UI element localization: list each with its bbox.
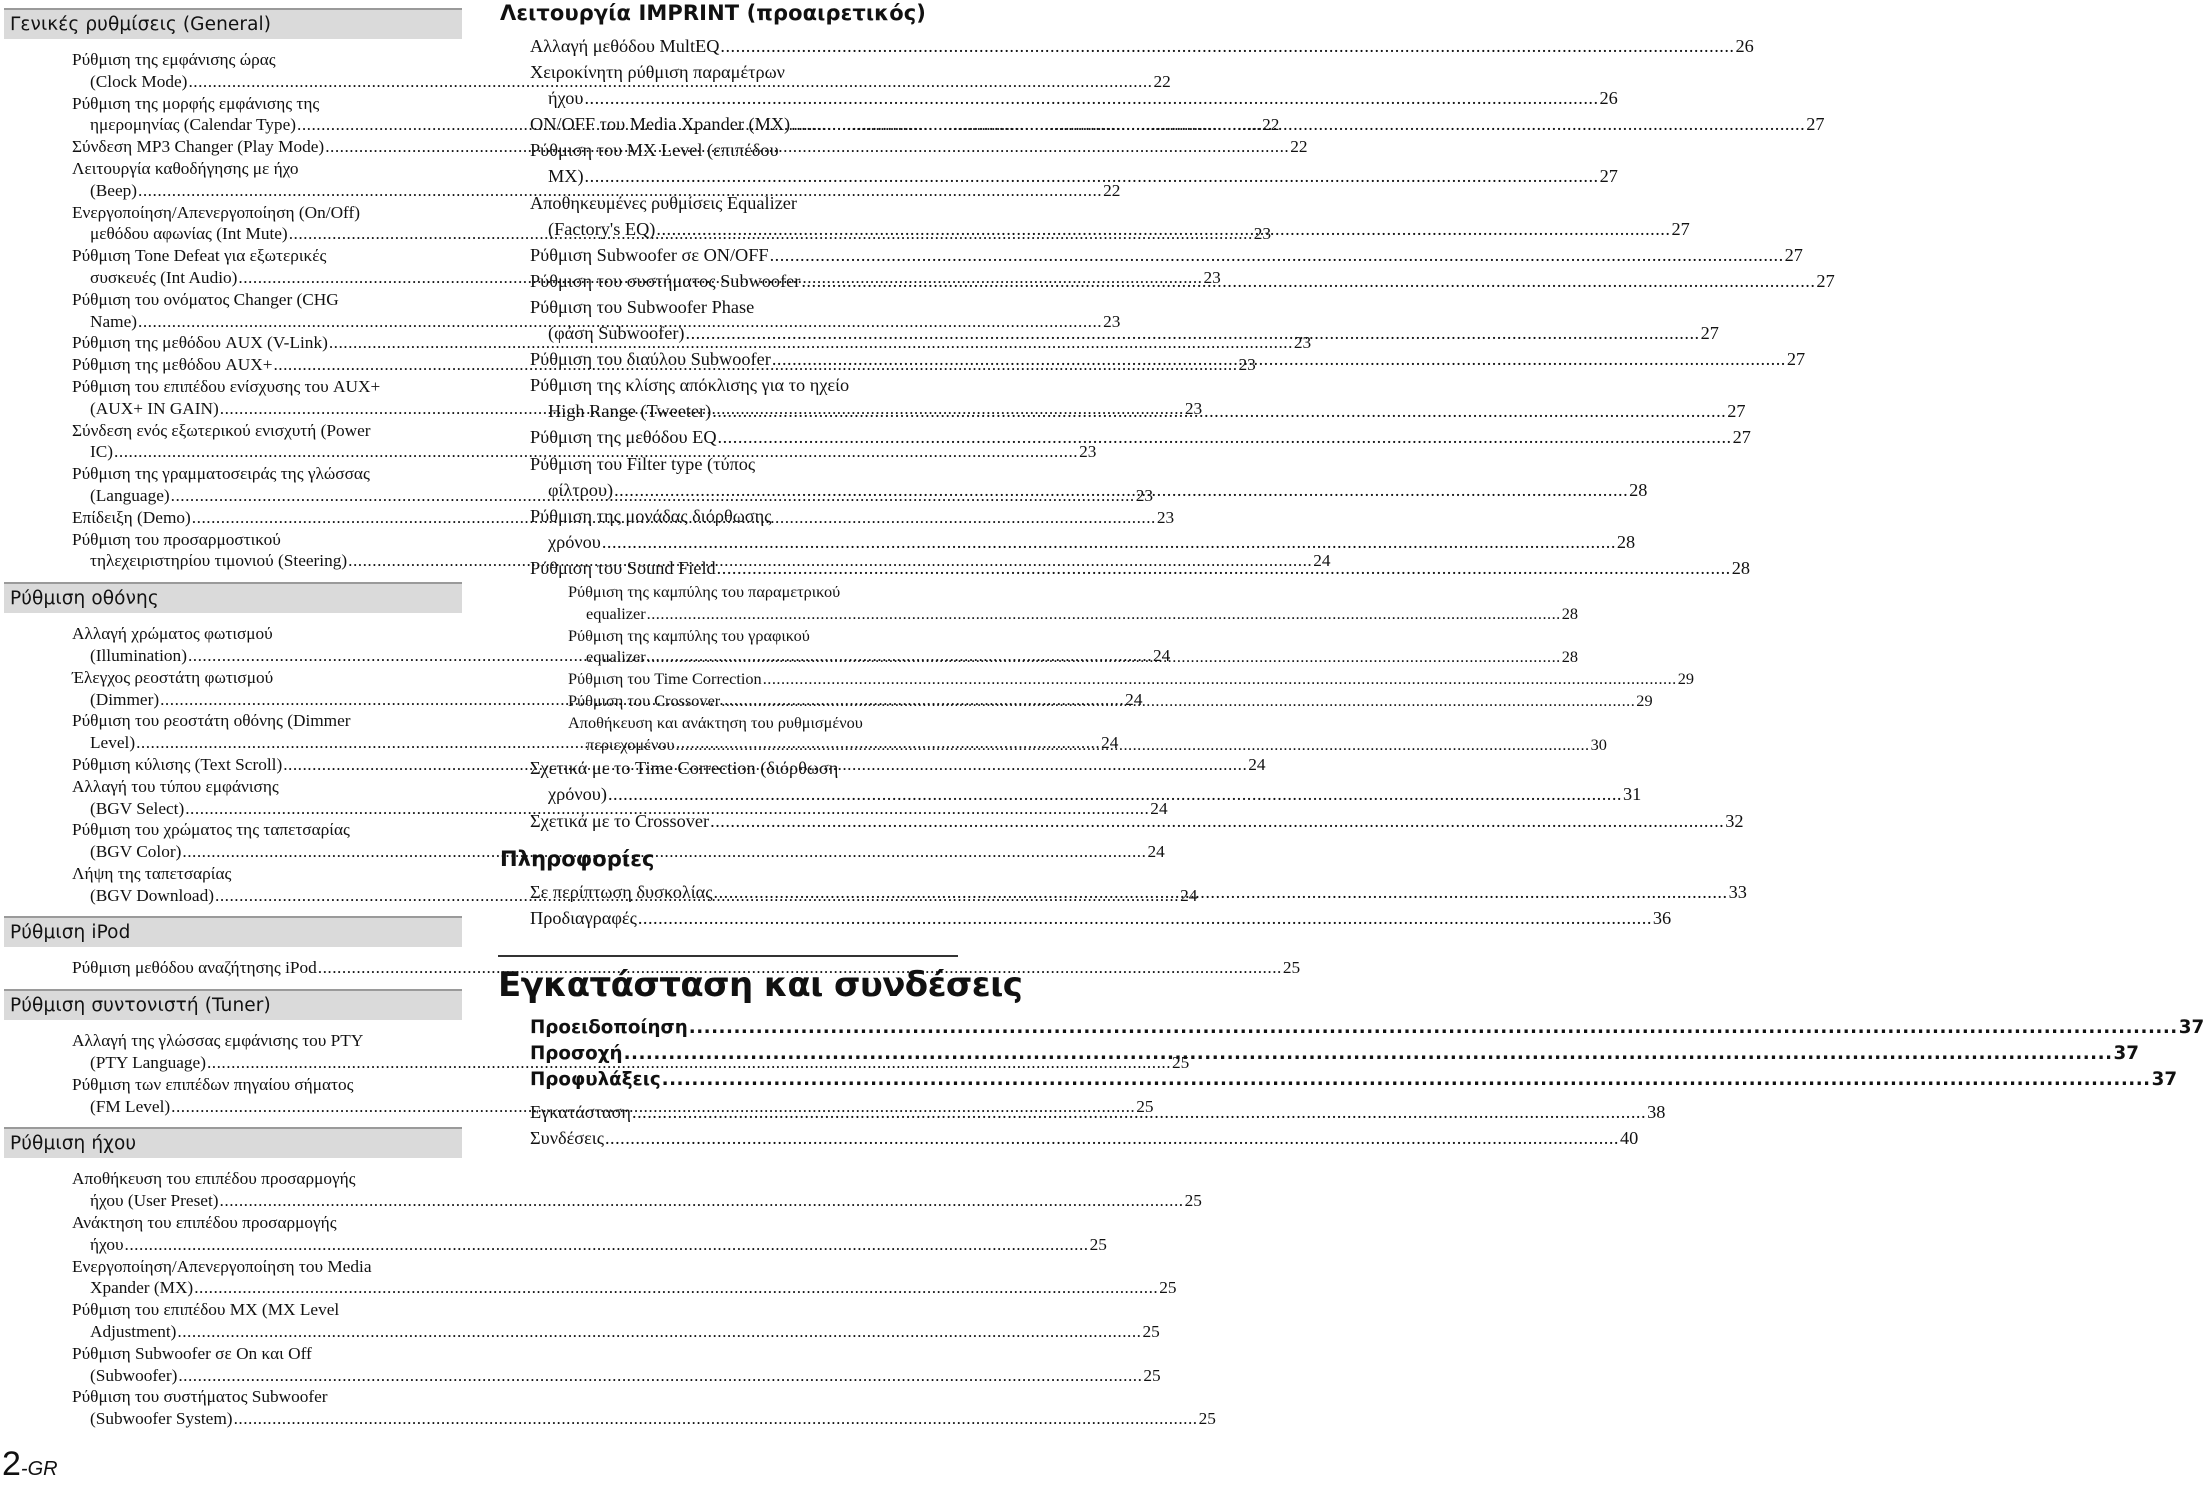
toc-entry[interactable] (498, 424, 1751, 450)
toc-page-number: 27 (1732, 427, 1751, 448)
toc-entry[interactable] (4, 1212, 1107, 1256)
dot-leader (194, 1277, 1158, 1299)
toc-entry-text: (Dimmer) (90, 689, 160, 709)
toc-page-number: 23 (1135, 485, 1153, 505)
toc-list (4, 1168, 1216, 1430)
toc-page-number: 32 (1725, 810, 1744, 831)
toc-page-number: 24 (1125, 689, 1143, 709)
toc-page-number: 24 (1313, 551, 1331, 571)
toc-entry-text: Αποθήκευση του επιπέδου προσαρμογής (72, 1169, 356, 1189)
toc-page-number: 23 (1203, 267, 1221, 287)
toc-entry-text: (Subwoofer System) (90, 1409, 233, 1429)
toc-entry-text: (Subwoofer) (90, 1365, 178, 1385)
toc-entry-text: Ρύθμιση κύλισης (Text Scroll) (72, 754, 283, 774)
toc-entry-text: Ρύθμιση του Time Correction (568, 669, 762, 689)
toc-entry-text: MX) (548, 166, 584, 187)
toc-entry-text: Ρύθμιση μεθόδου αναζήτησης iPod (72, 958, 317, 978)
toc-entry-text: ήχου (548, 88, 584, 109)
toc-entry-text: Ρύθμιση του διαύλου Subwoofer (530, 349, 771, 370)
toc-entry-text: Ρύθμιση της μεθόδου AUX (V-Link) (72, 333, 328, 353)
toc-entry[interactable] (498, 1015, 2204, 1041)
toc-entry[interactable] (498, 905, 1672, 931)
toc-entry-text: (PTY Language) (90, 1053, 206, 1073)
dot-leader (614, 477, 1628, 503)
toc-entry-text: Ρύθμιση του επιπέδου MX (MX Level (72, 1300, 340, 1320)
toc-entry-text: Αλλαγή χρώματος φωτισμού (72, 624, 273, 644)
toc-page-number: 27 (1700, 323, 1719, 344)
toc-page-number: 25 (1282, 958, 1301, 978)
toc-entry-text: Σχετικά με το Time Correction (διόρθωση (530, 758, 839, 779)
toc-page-number: 38 (1647, 1102, 1666, 1123)
toc-entry-text: (Illumination) (90, 645, 187, 665)
toc-page-number: 22 (1290, 137, 1308, 157)
toc-entry[interactable] (4, 957, 1301, 979)
dot-leader (686, 320, 1700, 346)
toc-page-number: 25 (1184, 1191, 1202, 1211)
toc-page-number: 24 (1150, 798, 1168, 818)
toc-entry-text: IC) (90, 442, 114, 462)
toc-entry-text: Ρύθμιση Subwoofer σε ON/OFF (530, 244, 769, 265)
dot-leader (178, 1365, 1142, 1387)
toc-page-number: 22 (1153, 71, 1171, 91)
toc-entry-text: (BGV Color) (90, 842, 182, 862)
toc-page-number: 27 (1786, 349, 1806, 370)
toc-page-number: 23 (1184, 398, 1203, 418)
toc-page-number: 37 (2113, 1042, 2139, 1064)
toc-entry-text: Level) (90, 733, 136, 753)
section-heading: Ρύθμιση ήχου (4, 1127, 462, 1158)
section-heading-info: Πληροφορίες (500, 846, 655, 871)
page-number-value: 2 (2, 1445, 21, 1483)
toc-entry-text: Ρύθμιση της γραμματοσειράς της γλώσσας (72, 464, 370, 484)
toc-entry-text: Ρύθμιση της μονάδας διόρθωσης (530, 505, 772, 526)
toc-entry-text: συσκευές (Int Audio) (90, 267, 238, 287)
toc-entry-text: Προφυλάξεις (530, 1069, 661, 1090)
toc-entry-text: (Factory's EQ) (548, 218, 656, 239)
dot-leader (647, 646, 1561, 668)
toc-entry-text: Προσοχή (530, 1042, 623, 1064)
toc-page-number: 28 (1731, 557, 1751, 578)
toc-entry-text: Ρύθμιση του συστήματος Subwoofer (530, 270, 801, 291)
toc-page-number: 28 (1561, 603, 1578, 623)
toc-entry-text: Ρύθμιση του Sound Field (530, 557, 716, 578)
toc-list (4, 957, 1301, 979)
toc-entry-text: Ρύθμιση της μεθόδου AUX+ (72, 355, 273, 375)
toc-page-number: 28 (1616, 531, 1636, 552)
toc-page-number: 27 (1784, 244, 1803, 265)
dot-leader (584, 85, 1598, 111)
toc-page-number: 29 (1677, 669, 1695, 689)
toc-page-number: 33 (1728, 881, 1747, 902)
toc-entry[interactable] (4, 1168, 1202, 1212)
toc-entry-text: Σύνδεση MP3 Changer (Play Mode) (72, 137, 325, 157)
toc-entry-text: Ρύθμιση Tone Defeat για εξωτερικές (72, 246, 327, 266)
toc-entry-text: (Beep) (90, 180, 138, 200)
toc-page-number: 25 (1143, 1365, 1161, 1385)
dot-leader (585, 163, 1599, 189)
dot-leader (770, 242, 1784, 268)
toc-entry-text: Εγκατάσταση (530, 1102, 631, 1123)
toc-entry-text: ON/OFF του Media Xpander (MX) (530, 114, 791, 135)
page-number-suffix: -GR (20, 1458, 58, 1480)
toc-entry[interactable] (498, 1067, 2178, 1093)
toc-entry-text: (φάση Subwoofer) (548, 323, 685, 344)
toc-page-number: 23 (1103, 311, 1121, 331)
toc-page-number: 23 (1293, 333, 1312, 353)
toc-entry[interactable] (498, 581, 1578, 625)
toc-page-number: 24 (1248, 754, 1266, 774)
toc-entry[interactable] (498, 242, 1803, 268)
toc-entry-text: Χειροκίνητη ρύθμιση παραμέτρων (530, 62, 785, 83)
dot-leader (220, 1190, 1184, 1212)
toc-entry[interactable] (498, 1125, 1639, 1151)
toc-entry-text: Λήψη της ταπετσαρίας (72, 863, 232, 883)
toc-entry[interactable] (4, 1386, 1216, 1430)
toc-page-number: 27 (1806, 114, 1825, 135)
dot-leader (712, 398, 1726, 424)
chapter-title-installation: Εγκατάσταση και συνδέσεις (498, 955, 958, 1005)
toc-entry-text: Ρύθμιση του συστήματος Subwoofer (72, 1387, 328, 1407)
toc-entry-text: Ρύθμιση Subwoofer σε On και Off (72, 1343, 312, 1363)
toc-entry[interactable] (4, 1343, 1161, 1387)
toc-entry-text: Αλλαγή του τύπου εμφάνισης (72, 776, 279, 796)
dot-leader (177, 1321, 1141, 1343)
dot-leader (676, 734, 1590, 756)
toc-entry-text: Λειτουργία καθοδήγησης με ήχο (72, 158, 299, 178)
dot-leader (772, 346, 1786, 372)
toc-entry-text: Ρύθμιση του ρεοστάτη οθόνης (Dimmer (72, 711, 351, 731)
toc-entry-text: Ρύθμιση της καμπύλης του γραφικού (568, 625, 810, 645)
toc-entry-text: Έλεγχος ρεοστάτη φωτισμού (72, 667, 274, 687)
toc-entry-text: (BGV Download) (90, 885, 214, 905)
toc-entry-text: Αποθήκευση και ανάκτηση του ρυθμισμένου (568, 712, 863, 732)
toc-entry-text: Name) (90, 311, 138, 331)
toc-entry-text: ήχου (90, 1234, 124, 1254)
toc-entry-text: Ρύθμιση του ονόματος Changer (CHG (72, 289, 339, 309)
toc-page-number: 28 (1561, 647, 1578, 667)
toc-entry-text: ημερομηνίας (Calendar Type) (90, 115, 296, 135)
toc-page-number: 25 (1089, 1234, 1107, 1254)
toc-entry-text: Επίδειξη (Demo) (72, 507, 191, 527)
section-heading: Γενικές ρυθμίσεις (General) (4, 8, 462, 39)
toc-entry-text: Αλλαγή της γλώσσας εμφάνισης του PTY (72, 1031, 364, 1051)
toc-entry-text: Ρύθμιση της μορφής εμφάνισης της (72, 93, 320, 113)
toc-page-number: 24 (1101, 733, 1119, 753)
dot-leader (801, 268, 1815, 294)
toc-entry-text: High Range (Tweeter) (548, 401, 712, 422)
dot-leader (720, 33, 1734, 59)
toc-page-number: 24 (1147, 842, 1165, 862)
dot-leader (125, 1234, 1089, 1256)
toc-entry-text: (Clock Mode) (90, 71, 188, 91)
toc-entry-text: Σχετικά με το Crossover (530, 810, 710, 831)
toc-entry-text: Ρύθμιση της καμπύλης του παραμετρικού (568, 581, 841, 601)
toc-entry-text: equalizer (586, 647, 646, 667)
toc-entry-text: περιεχομένου (586, 734, 675, 754)
dot-leader (608, 781, 1622, 807)
toc-page-number: 31 (1623, 784, 1642, 805)
toc-page-number: 22 (1262, 115, 1280, 135)
toc-entry-text: Adjustment) (90, 1322, 177, 1342)
section-heading: Ρύθμιση iPod (4, 916, 462, 947)
toc-entry-text: Ενεργοποίηση/Απενεργοποίηση (On/Off) (72, 202, 361, 222)
toc-page-number: 27 (1727, 401, 1746, 422)
toc-page-number: 37 (2178, 1016, 2204, 1038)
toc-page-number: 25 (1136, 1096, 1154, 1116)
dot-leader (718, 424, 1732, 450)
section-heading-imprint: Λειτουργία IMPRINT (προαιρετικός) (500, 1, 926, 25)
toc-entry-text: (BGV Select) (90, 798, 185, 818)
toc-entry-text: Ρύθμιση του προσαρμοστικού (72, 529, 281, 549)
toc-entry-text: τηλεχειριστηρίου τιμονιού (Steering) (90, 551, 348, 571)
toc-page-number: 25 (1172, 1053, 1190, 1073)
toc-entry[interactable] (498, 668, 1695, 690)
toc-entry-text: Σε περίπτωση δυσκολίας (530, 881, 713, 902)
toc-page-number: 23 (1238, 355, 1256, 375)
dot-leader (647, 603, 1561, 625)
toc-page-number: 23 (1079, 442, 1097, 462)
toc-page-number: 23 (1156, 507, 1175, 527)
dot-leader (763, 668, 1677, 690)
toc-page-number: 28 (1629, 479, 1648, 500)
toc-entry-text: Ρύθμιση του MX Level (επιπέδου (530, 140, 779, 161)
toc-entry-text: Αλλαγή μεθόδου MultEQ (530, 36, 720, 56)
toc-entry-text: Προδιαγραφές (530, 907, 637, 928)
toc-entry-text: (Language) (90, 485, 170, 505)
toc-entry-text: Προειδοποίηση (530, 1016, 688, 1038)
toc-entry-text: Ρύθμιση της κλίσης απόκλισης για το ηχείο (530, 375, 850, 396)
dot-leader (662, 1067, 2151, 1093)
dot-leader (624, 1041, 2113, 1067)
toc-page-number: 27 (1816, 270, 1835, 291)
toc-entry-text: Ρύθμιση του Crossover (568, 690, 721, 710)
toc-page-number: 36 (1652, 907, 1672, 928)
toc-entry-text: (AUX+ IN GAIN) (90, 398, 219, 418)
toc-entry-text: Ρύθμιση του Subwoofer Phase (530, 296, 755, 317)
toc-entry-text: Ρύθμιση των επιπέδων πηγαίου σήματος (72, 1074, 354, 1094)
toc-entry-text: Ρύθμιση της εμφάνισης ώρας (72, 50, 276, 69)
dot-leader (234, 1408, 1198, 1430)
toc-page-number: 23 (1253, 224, 1272, 244)
toc-entry-text: Ρύθμιση της μεθόδου EQ (530, 427, 717, 448)
page-number (2, 1444, 58, 1489)
toc-page-number: 27 (1599, 166, 1618, 187)
dot-leader (656, 216, 1670, 242)
toc-entry-text: Σύνδεση ενός εξωτερικού ενισχυτή (Power (72, 420, 371, 440)
toc-entry-text: Ρύθμιση του χρώματος της ταπετσαρίας (72, 820, 350, 840)
toc-entry-text: μεθόδου αφωνίας (Int Mute) (90, 224, 288, 244)
dot-leader (605, 1125, 1619, 1151)
toc-page-number: 29 (1636, 690, 1653, 710)
dot-leader (717, 555, 1731, 581)
dot-leader (689, 1015, 2178, 1041)
toc-page-number: 27 (1671, 218, 1690, 239)
dot-leader (632, 1099, 1646, 1125)
toc-page-number: 26 (1599, 88, 1618, 109)
dot-leader (602, 529, 1616, 555)
section-heading: Ρύθμιση συντονιστή (Tuner) (4, 989, 462, 1020)
toc-page-number: 26 (1735, 36, 1754, 56)
toc-entry[interactable] (4, 1256, 1177, 1300)
toc-entry[interactable] (498, 33, 1754, 59)
section-heading: Ρύθμιση οθόνης (4, 582, 462, 613)
toc-page-number: 37 (2151, 1069, 2178, 1090)
toc-entry-text: Ενεργοποίηση/Απενεργοποίηση του Media (72, 1256, 372, 1276)
dot-leader (710, 808, 1724, 834)
toc-entry-text: equalizer (586, 603, 646, 623)
toc-entry-text: χρόνου) (548, 784, 607, 805)
dot-leader (714, 879, 1728, 905)
toc-entry-text: ήχου (User Preset) (90, 1191, 219, 1211)
toc-entry-text: Αποθηκευμένες ρυθμίσεις Equalizer (530, 192, 798, 213)
toc-page-number: 24 (1180, 885, 1198, 905)
toc-page-number: 30 (1590, 734, 1607, 754)
toc-page-number: 24 (1153, 645, 1171, 665)
toc-entry-text: φίλτρου) (548, 479, 614, 500)
toc-page-number: 22 (1103, 180, 1121, 200)
toc-entry-text: χρόνου (548, 531, 601, 552)
toc-entry-text: Ρύθμιση του Filter type (τύπος (530, 453, 756, 474)
toc-entry-text: Ρύθμιση του επιπέδου ενίσχυσης του AUX+ (72, 376, 381, 396)
toc-entry-text: Συνδέσεις (530, 1128, 604, 1149)
toc-page-number: 40 (1620, 1128, 1639, 1149)
toc-entry-text: Ανάκτηση του επιπέδου προσαρμογής (72, 1213, 337, 1233)
toc-page-number: 25 (1198, 1409, 1216, 1429)
toc-entry-text: (FM Level) (90, 1096, 171, 1116)
dot-leader (638, 905, 1652, 931)
toc-page-number: 25 (1159, 1278, 1177, 1298)
toc-entry[interactable] (4, 1299, 1160, 1343)
dot-leader (791, 111, 1805, 137)
toc-entry-text: Xpander (MX) (90, 1278, 194, 1298)
dot-leader (721, 690, 1635, 712)
toc-page-number: 25 (1142, 1322, 1160, 1342)
